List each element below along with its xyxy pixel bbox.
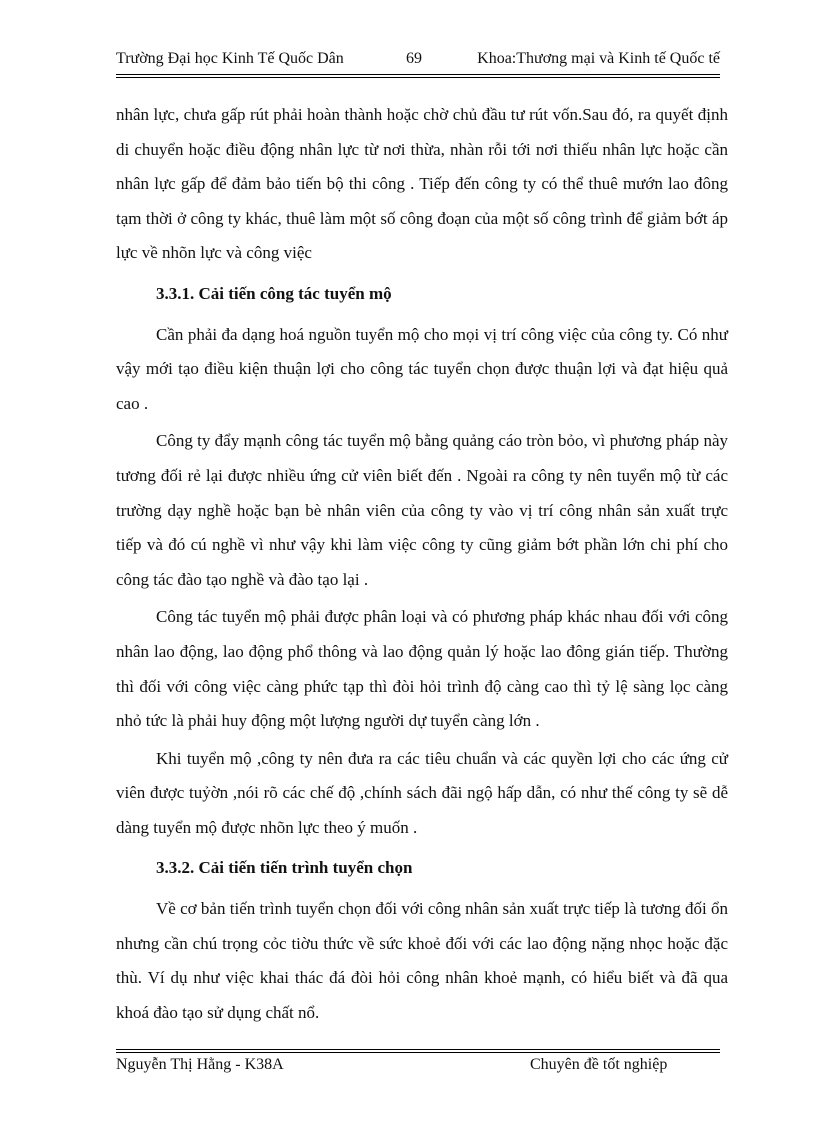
header-school: Trường Đại học Kinh Tế Quốc Dân — [116, 50, 344, 67]
footer-rule — [116, 1049, 720, 1053]
paragraph-continuation: nhân lực, chưa gấp rút phải hoàn thành hoặc chờ chủ đầu tư rút vốn.Sau đó, ra quyết định di chuyển hoặc điều động nhân lực từ nơi thừa, nhàn rỗi tới nơi thiếu nhân lực hoặc cần nhân lực gấp để đảm bảo tiến bộ thi công . Tiếp đến công ty có thể thuê mướn lao đông tạm thời ở công ty khác, thuê làm một số công đoạn của một số công trình để giảm bớt áp lực về nhõn lực và công việc — [116, 105, 728, 263]
paragraph: Cần phải đa dạng hoá nguồn tuyển mộ cho mọi vị trí công việc của công ty. Có như vậy mới tạo điều kiện thuận lợi cho công tác tuyển chọn được thuận lợi và đạt hiệu quả cao . — [116, 324, 728, 413]
page-header — [116, 50, 720, 74]
paragraph: Khi tuyển mộ ,công ty nên đưa ra các tiêu chuẩn và các quyền lợi cho các ứng cử viên được tuỷờn ,nói rõ các chế độ ,chính sách đãi ngộ hấp dẫn, có như thế công ty sẽ dễ dàng tuyển mộ được nhõn lực theo ý muốn . — [116, 748, 728, 837]
footer-author: Nguyễn Thị Hằng - K38A — [116, 1056, 284, 1073]
paragraph: Công ty đẩy mạnh công tác tuyển mộ bằng quảng cáo tròn bỏo, vì phương pháp này tương đối rẻ lại được nhiều ứng cử viên biết đến . Ngoài ra công ty nên tuyển mộ từ các trường dạy nghề hoặc bạn bè nhân viên của công ty vào vị trí công nhân sản xuất trực tiếp và đó cú nghề vì như vậy khi làm việc công ty cũng giảm bớt phần lớn chi phí cho công tác đào tạo nghề và đào tạo lại . — [116, 431, 728, 589]
header-faculty: Khoa:Thương mại và Kinh tế Quốc tế — [477, 50, 720, 67]
paragraph: Về cơ bản tiến trình tuyển chọn đối với công nhân sản xuất trực tiếp là tương đối ổn nhưng cần chú trọng cỏc tiờu thức về sức khoẻ đối với các lao động nặng nhọc hoặc đặc thù. Ví dụ như việc khai thác đá đòi hỏi công nhân khoẻ mạnh, có hiểu biết và đã qua khoá đào tạo sử dụng chất nổ. — [116, 899, 728, 1022]
page-number: 69 — [406, 50, 422, 67]
section-heading-3-3-2: 3.3.2. Cải tiến tiến trình tuyển chọn — [156, 858, 413, 878]
header-rule — [116, 74, 720, 78]
footer-label: Chuyên đề tốt nghiệp — [530, 1056, 668, 1073]
paragraph: Công tác tuyển mộ phải được phân loại và có phương pháp khác nhau đối với công nhân lao động, lao động phổ thông và lao động quản lý hoặc lao đông gián tiếp. Thường thì đối với công việc càng phức tạp thì đòi hỏi trình độ càng cao thì tỷ lệ sàng lọc càng nhỏ tức là phải huy động một lượng người dự tuyển càng lớn . — [116, 607, 728, 731]
page-body — [116, 98, 728, 1030]
section-heading-3-3-1: 3.3.1. Cải tiến công tác tuyển mộ — [156, 283, 392, 303]
